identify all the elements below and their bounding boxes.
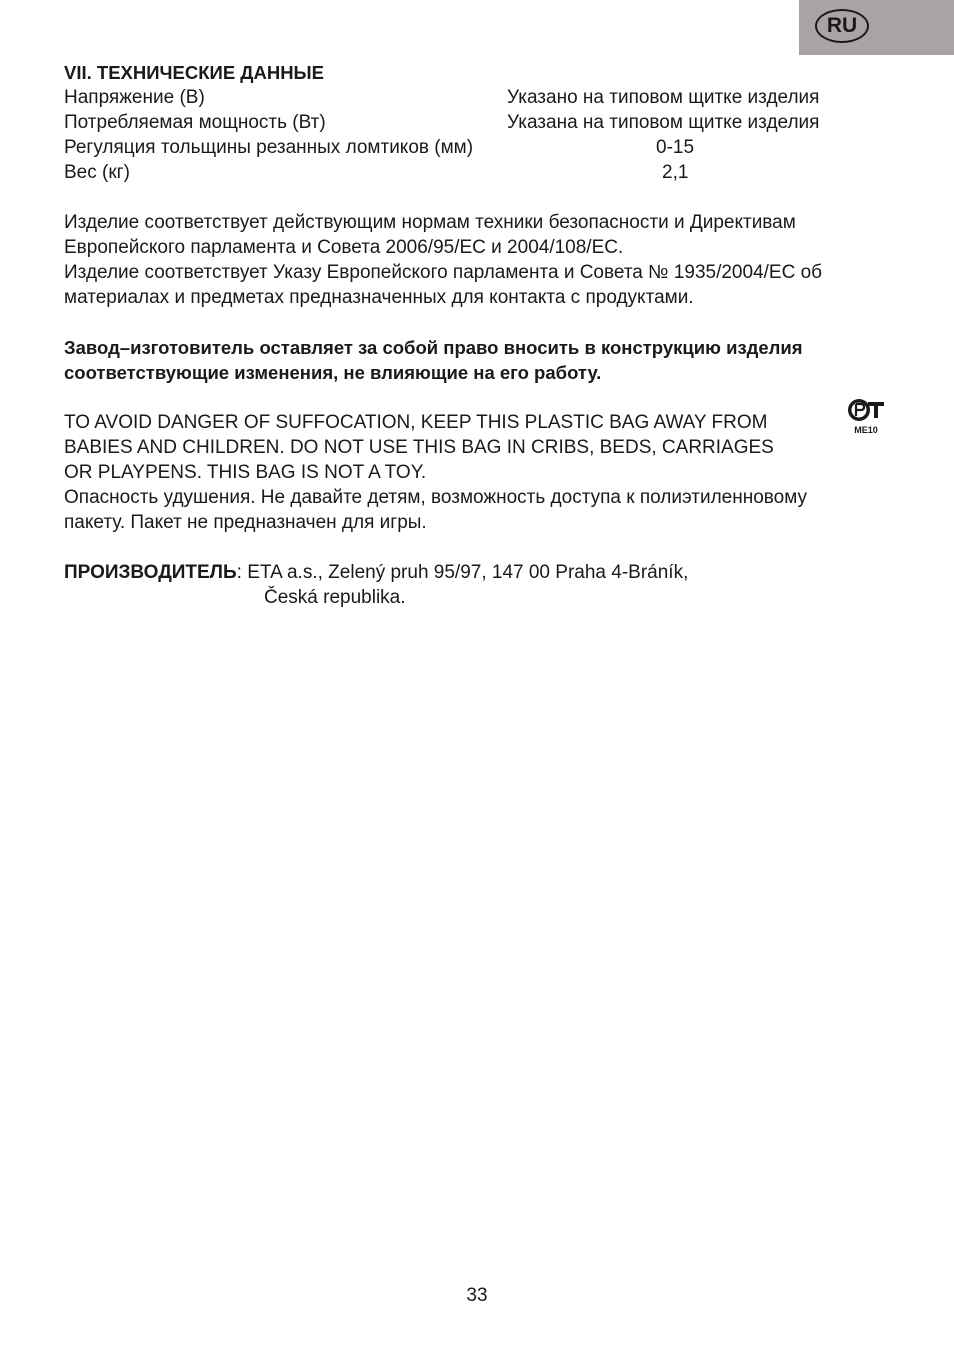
page-content [64, 60, 894, 610]
spec-label: Регуляция тольщины резанных ломтиков (мм) [64, 137, 474, 158]
warning-line-en: TO AVOID DANGER OF SUFFOCATION, KEEP THIS PLASTIC BAG AWAY FROM [64, 412, 768, 433]
compliance-line: Европейского парламента и Совета 2006/95/ЕС и 2004/108/ЕС. [64, 237, 624, 258]
specs-heading: VII. ТЕХНИЧЕСКИЕ ДАННЫЕ [64, 62, 325, 83]
page-number: 33 [466, 1285, 488, 1306]
spec-value: Указана на типовом щитке изделия [507, 112, 820, 133]
compliance-line: Изделие соответствует Указу Европейского парламента и Совета № 1935/2004/ЕС об [64, 262, 823, 283]
producer-line [64, 560, 894, 585]
spec-row-voltage [64, 85, 894, 110]
language-tab [799, 0, 954, 55]
warning-line-en: BABIES AND CHILDREN. DO NOT USE THIS BAG IN CRIBS, BEDS, CARRIAGES [64, 437, 774, 458]
suffocation-warning [64, 410, 878, 485]
compliance-line: Изделие соответствует действующим нормам техники безопасности и Директивам [64, 212, 796, 233]
language-badge: RU [815, 9, 869, 43]
spacer [64, 535, 894, 560]
spec-row-slice-thickness [64, 135, 894, 160]
spec-row-power [64, 110, 894, 135]
compliance-line: материалах и предметах предназначенных для контакта с продуктами. [64, 287, 694, 308]
producer-address: ETA a.s., Zelený pruh 95/97, 147 00 Praha 4-Bráník, [247, 562, 689, 583]
spec-row-weight [64, 160, 894, 185]
pct-certification-icon [846, 394, 886, 438]
producer-block [64, 560, 894, 610]
compliance-text [64, 210, 894, 310]
spec-value: Указано на типовом щитке изделия [507, 87, 820, 108]
warning-line-ru: Опасность удушения. Не давайте детям, возможность доступа к полиэтиленновому [64, 487, 808, 508]
spacer [64, 385, 894, 410]
cert-mark-code: ME10 [854, 425, 878, 435]
spacer [64, 185, 894, 210]
manufacturer-notice [64, 335, 894, 385]
spec-label: Напряжение (В) [64, 87, 205, 108]
producer-label: ПРОИЗВОДИТЕЛЬ [64, 562, 237, 583]
warning-line-en: OR PLAYPENS. THIS BAG IS NOT A TOY. [64, 462, 427, 483]
spacer [64, 310, 894, 335]
spec-label: Вес (кг) [64, 162, 130, 183]
spec-value: 2,1 [662, 162, 689, 183]
warning-line-ru: пакету. Пакет не предназначен для игры. [64, 512, 427, 533]
notice-line: соответствующие изменения, не влияющие на его работу. [64, 362, 602, 383]
producer-country: Česká republika. [264, 587, 406, 608]
spec-label: Потребляемая мощность (Вт) [64, 112, 326, 133]
notice-line: Завод–изготовитель оставляет за собой право вносить в конструкцию изделия [64, 337, 803, 358]
producer-separator: : [236, 562, 242, 583]
spec-value: 0-15 [656, 137, 695, 158]
